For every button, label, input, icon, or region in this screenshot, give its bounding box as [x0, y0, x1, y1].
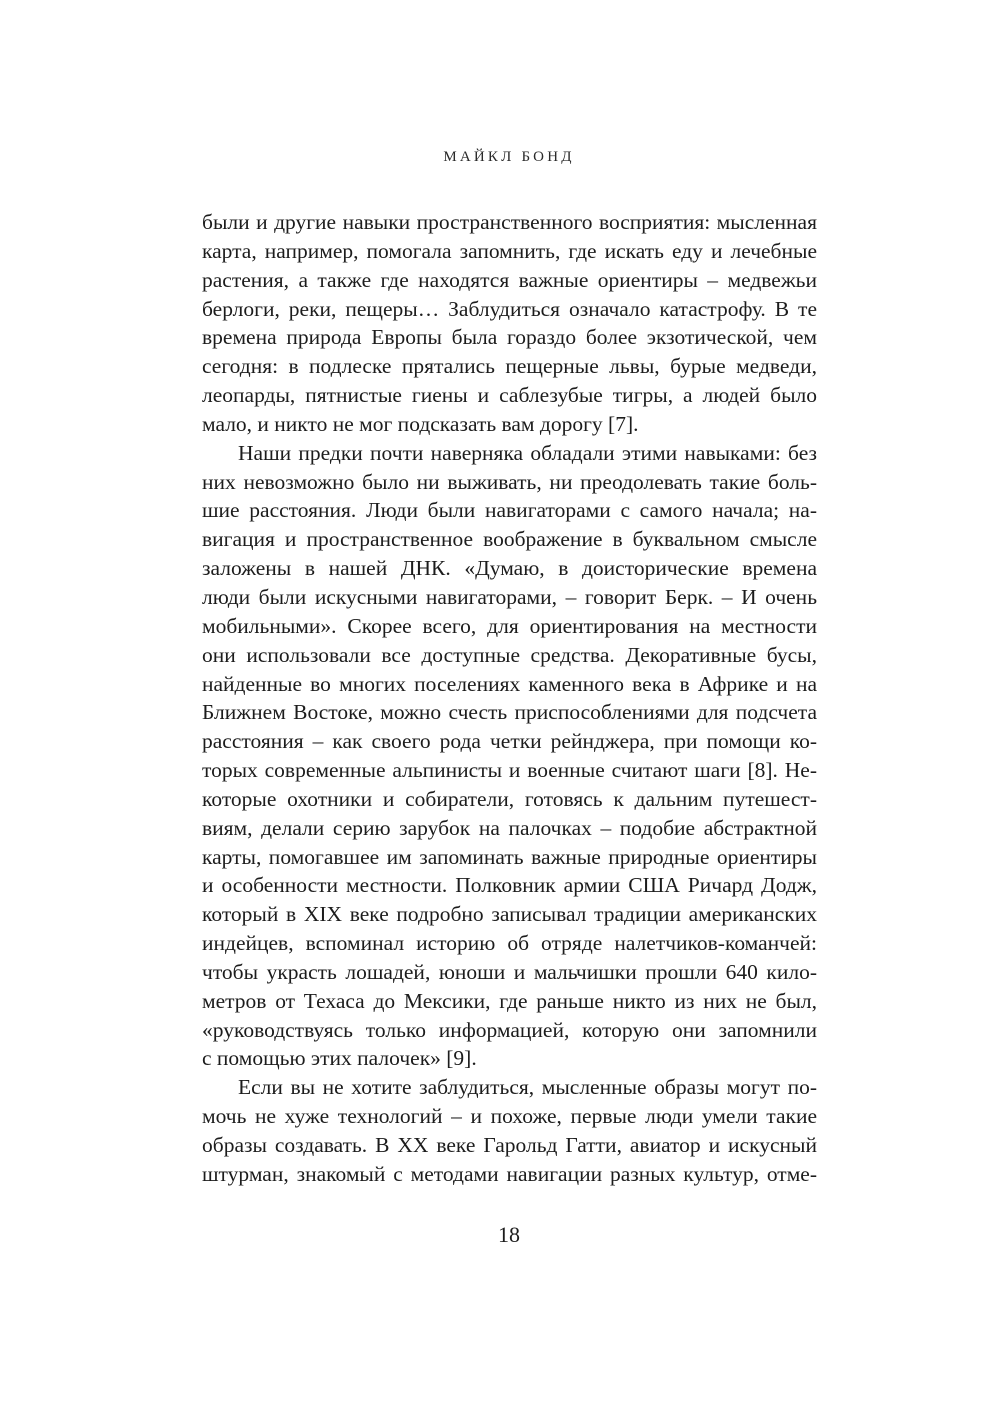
text-line: штурман, знакомый с методами навигации разных культур, отме- — [202, 1161, 817, 1186]
text-line: метров от Техаса до Мексики, где раньше никто из них не был, — [202, 988, 817, 1013]
text-line: который в XIX веке подробно записывал традиции американских — [202, 902, 817, 927]
body-text — [202, 208, 817, 1189]
text-line: карта, например, помогала запомнить, где искать еду и лечебные — [202, 238, 817, 263]
text-line: сегодня: в подлеске прятались пещерные львы, бурые медведи, — [202, 354, 817, 379]
text-line: леопарды, пятнистые гиены и саблезубые тигры, а людей было — [202, 383, 817, 408]
text-line: времена природа Европы была гораздо более экзотической, чем — [202, 325, 817, 350]
text-line: них невозможно было ни выживать, ни преодолевать такие боль- — [202, 469, 817, 494]
text-line: карты, помогавшее им запоминать важные природные ориентиры — [202, 844, 817, 869]
text-line: мочь не хуже технологий – и похоже, первые люди умели такие — [202, 1104, 817, 1129]
text-line: торых современные альпинисты и военные считают шаги [8]. Не- — [202, 758, 817, 783]
text-line: расстояния – как своего рода четки рейнджера, при помощи ко- — [202, 729, 817, 754]
paragraph — [202, 1073, 817, 1188]
text-line: мобильными». Скорее всего, для ориентирования на местности — [202, 613, 817, 638]
page-number: 18 — [498, 1222, 520, 1247]
text-line: растения, а также где находятся важные ориентиры – медвежьи — [202, 267, 817, 292]
text-line: вигация и пространственное воображение в буквальном смысле — [202, 527, 817, 552]
text-line: Ближнем Востоке, можно счесть приспособлениями для подсчета — [202, 700, 817, 725]
text-line: образы создавать. В XX веке Гарольд Гатти, авиатор и искусный — [202, 1133, 817, 1157]
text-line: были и другие навыки пространственного восприятия: мысленная — [202, 210, 817, 234]
text-line: берлоги, реки, пещеры… Заблудиться означало катастрофу. В те — [202, 296, 817, 321]
text-line: виям, делали серию зарубок на палочках – подобие абстрактной — [202, 815, 817, 840]
text-line: Наши предки почти наверняка обладали этими навыками: без — [238, 440, 817, 465]
paragraph — [202, 208, 817, 439]
text-line: найденные во многих поселениях каменного века в Африке и на — [202, 671, 817, 696]
text-line: люди были искусными навигаторами, – говорит Берк. – И очень — [202, 584, 817, 609]
text-line: чтобы украсть лошадей, юноши и мальчишки прошли 640 кило- — [202, 959, 817, 984]
text-line: мало, и никто не мог подсказать вам дорогу [7]. — [202, 411, 639, 436]
text-line: «руководствуясь только информацией, которую они запомнили — [202, 1017, 817, 1042]
text-line: Если вы не хотите заблудиться, мысленные образы могут по- — [238, 1075, 817, 1100]
running-head: МАЙКЛ БОНД — [443, 149, 575, 165]
text-line: они использовали все доступные средства. Декоративные бусы, — [202, 642, 817, 667]
text-line: которые охотники и собиратели, готовясь к дальним путешест- — [202, 786, 817, 811]
text-line: с помощью этих палочек» [9]. — [202, 1046, 477, 1071]
text-line: и особенности местности. Полковник армии США Ричард Додж, — [202, 873, 817, 898]
text-line: шие расстояния. Люди были навигаторами с самого начала; на- — [202, 498, 817, 523]
text-line: заложены в нашей ДНК. «Думаю, в доисторические времена — [202, 556, 817, 581]
paragraph — [202, 439, 817, 1074]
text-line: индейцев, вспоминал историю об отряде налетчиков-команчей: — [202, 931, 817, 956]
